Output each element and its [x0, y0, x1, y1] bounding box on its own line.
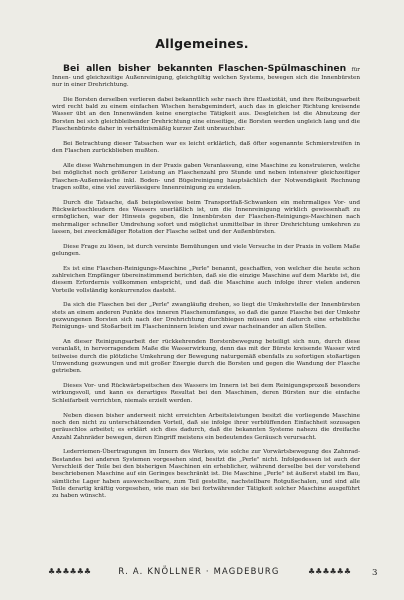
ornament-icon: ♣	[83, 566, 91, 576]
lead-intro: Bei allen bisher bekannten	[63, 63, 213, 75]
paragraph: An dieser Reinigungsarbeit der rückkehrenden Borstenbewegung beteiligt sich nun, durch diese veranlaßt, in hervorragendem Maße die Wasserwirkung, denn das mit der Bürste kreisende Wasser wird teilweise durch die plötzliche Umkehrung der Bewegung naturgemäß ebenfalls zu sofortigen stoßartigen Umwendung gezwungen und mit großer Energie durch die Borsten und gegen die Wandung der Flasche getrieben.	[52, 339, 360, 375]
ornament-icon: ♣	[322, 566, 329, 576]
ornament-icon: ♣	[343, 566, 350, 576]
lead-paragraph	[52, 65, 360, 89]
ornament-icon: ♣	[55, 566, 62, 576]
ornament-icon: ♣	[336, 566, 343, 576]
paragraph: Es ist eine Flaschen-Reinigungs-Maschine „Perle" benannt, geschaffen, von welcher die heute schon zahlreichen Empfänger übereinstimmend berichten, daß sie die einzige Maschine auf dem Markte ist, die diesem Erfordernis vollkommen entspricht, und daß die Maschine auch infolge ihrer vielen anderen Vorteile vollständig konkurrenzlos dasteht.	[52, 265, 360, 294]
ornament-icon: ♣	[62, 566, 69, 576]
paragraph-text: für Innen- und gleichzeitige Außenreinigung, gleichgültig welchen Systems, bewegen sich die Innenbürsten nur in einer Drehrichtung.	[52, 67, 360, 89]
page-footer	[48, 566, 350, 576]
paragraph: Die Borsten derselben verlieren dabei bekanntlich sehr rasch ihre Elastizität, und ihre Reibungsarbeit wird recht bald zu einem einfachen Wischen herabgemindert, auch das in gleicher Richtung kreisende Wasser übt an den Innenwänden keine energische Tätigkeit aus. Desgleichen ist die Abnutzung der Borsten bei sich gleichbleibender Drehrichtung eine einseitige, die Borsten werden ungleich lang und die Flaschenbürste daher in verhältnismäßig kurzer Zeit unbrauchbar.	[52, 96, 360, 133]
paragraph: Alle diese Wahrnehmungen in der Praxis gaben Veranlassung, eine Maschine zu konstruieren, welche bei möglichst noch größerer Leistung an Flaschenzahl pro Stunde und neben intensiver gleichzeitiger Flaschen-Außenwäsche inkl. Boden- und Bügelreinigung hauptsächlich der Notwendigkeit Rechnung tragen sollte, eine viel zuverlässigere Innenreinigung zu erzielen.	[52, 162, 360, 191]
ornament-icon: ♣	[329, 566, 336, 576]
ornament-icon: ♣	[69, 566, 76, 576]
ornament-icon: ♣	[315, 566, 322, 576]
page-heading: Allgemeines.	[155, 36, 249, 51]
paragraph: Diese Frage zu lösen, ist durch vereinte Bemühungen und viele Versuche in der Praxis in vollem Maße gelungen.	[52, 243, 360, 257]
ornament-left	[48, 567, 90, 576]
ornament-icon: ♣	[307, 566, 315, 576]
ornament-icon: ♣	[76, 566, 83, 576]
paragraph: Lederriemen-Übertragungen im Innern des Werkes, wie solche zur Vorwärtsbewegung des Zahnrad-Bestandes bei anderen Systemen vorgesehen sind, besitzt die „Perle" nicht. Infolgedessen ist auch der Verschleiß der Teile bei den bisherigen Maschinen ein erheblicher, während derselbe bei der vorstehend beschriebenen Maschine auf ein Geringes beschränkt ist. Die Maschine „Perle" ist äußerst stabil im Bau, sämtliche Lager haben auswechselbare, zum Teil gestellte, nachstellbare Rotgußschalen, und sind alle Teile derartig kräftig vorgesehen, wie man sie bei fortwährender Tätigkeit solcher Maschine ausgeführt zu haben wünscht.	[52, 449, 360, 500]
paragraph: Neben diesen bisher anderweit nicht erreichten Arbeitsleistungen besitzt die vorliegende Maschine noch den nicht zu unterschätzenden Vorteil, daß sie infolge ihrer verblüffenden Einfachheit sozusagen geräuschlos arbeitet; es erklärt sich dies dadurch, daß die bekannten Systeme nahezu die dreifache Anzahl Zahnräder bewegen, deren Eingriff meistens ein bedeutendes Geräusch verursacht.	[52, 412, 360, 441]
ornament-icon: ♣	[48, 566, 55, 576]
paragraph: Dieses Vor- und Rückwärtspeitschen des Wassers im Innern ist bei dem Reinigungsprozeß besonders wirkungsvoll, und kann es derartiges Resultat bei den Maschinen, deren Bürsten nur die einfache Schleifarbeit verrichten, niemals erzielt werden.	[52, 383, 360, 404]
paragraph: Bei Betrachtung dieser Tatsachen war es leicht erklärlich, daß öfter sogenannte Schmierstreifen in den Flaschen zurückblieben mußten.	[52, 140, 360, 155]
lead-title: Flaschen-Spülmaschinen	[217, 63, 347, 75]
paragraph: Durch die Tatsache, daß beispielsweise beim Transportfaß-Schwanken ein mehrmaliges Vor- und Rückwärtsschleudern des Wassers unerläßlich ist, um die Innenreinigung wirklich gewissenhaft zu ermöglichen, war der Hinweis gegeben, die Innenbürsten der Flaschen-Reinigungs-Maschinen nach mehrmaliger schneller Umdrehung sofort und möglichst unmittelbar in ihrer Drehrichtung umkehren zu lassen, bei zweckmäßiger Rotation der Flasche selbst und der Außenbürsten.	[52, 199, 360, 235]
page-number: 3	[372, 568, 378, 578]
company-name: R. A. KNÖLLNER · MAGDEBURG	[118, 566, 280, 576]
paragraph: Da sich die Flaschen bei der „Perle" zwangläufig drehen, so liegt die Umkehrstelle der Innenbürsten stets an einem anderen Punkte des inneren Flaschenumfanges, so daß die ganze Flasche bei der Umkehr gezwungenen Borsten sich nach der Drehrichtung durchbiegen müssen und dadurch eine erhebliche Reinigungs- und Stoßarbeit im Flascheninnern leisten und zwar nacheinander an allen Stellen.	[52, 302, 360, 331]
ornament-right	[308, 567, 350, 576]
body-text	[52, 58, 360, 508]
